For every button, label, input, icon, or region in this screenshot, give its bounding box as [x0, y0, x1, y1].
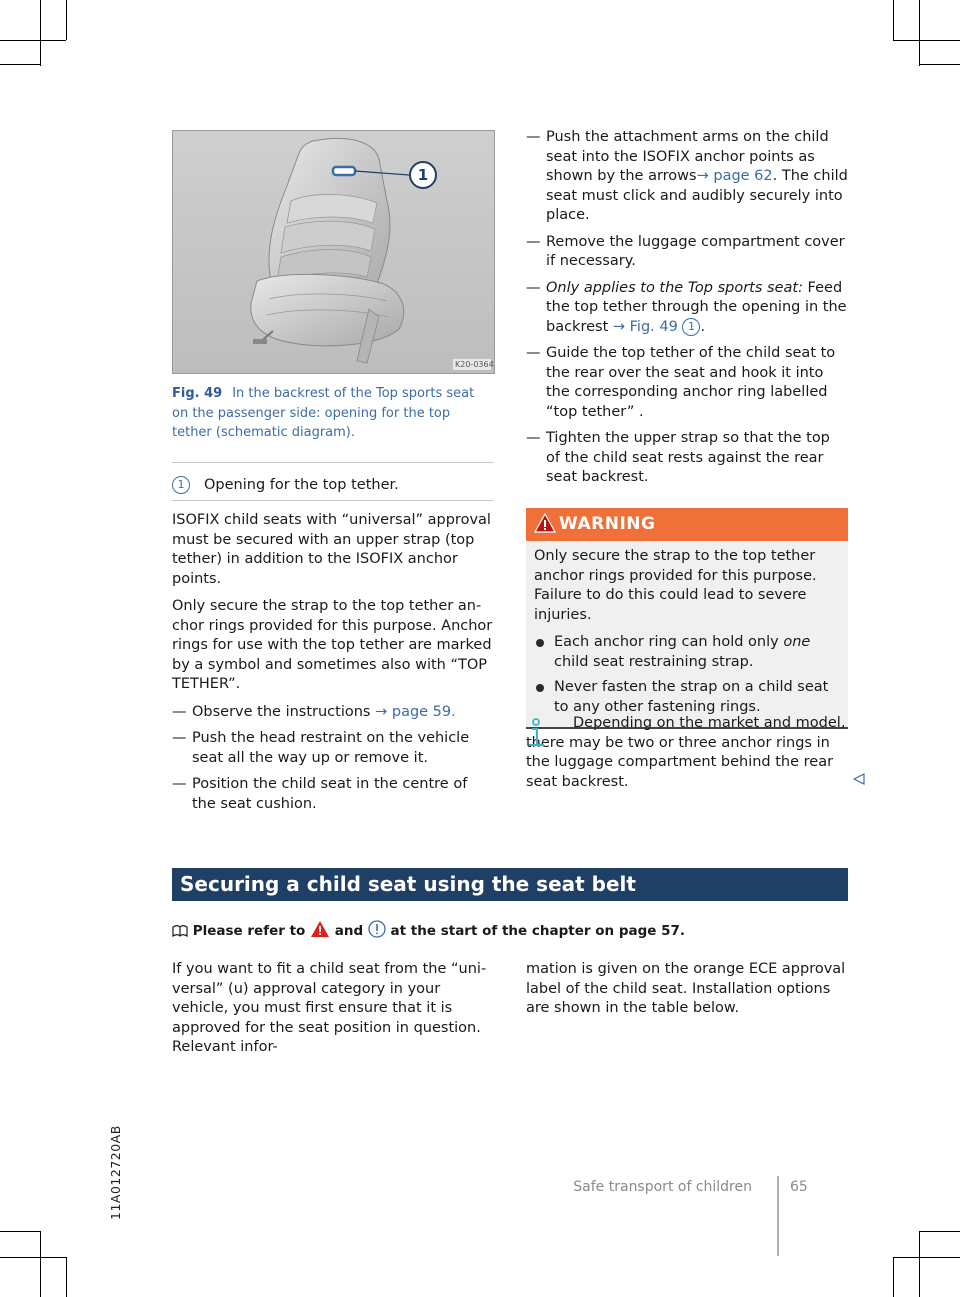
crop-mark	[919, 64, 960, 65]
section-column-right	[526, 960, 848, 1027]
figure-label: Fig. 49	[172, 386, 223, 401]
callout-number: 1	[409, 161, 437, 189]
page-number: 65	[790, 1179, 808, 1195]
document-code: 11A012720AB	[108, 1125, 123, 1220]
step: — Position the child seat in the centre of the seat cushion.	[172, 775, 494, 814]
legend-number: 1	[172, 476, 190, 494]
step: — Remove the luggage compartment cover if necessary.	[526, 233, 848, 272]
warning-header	[526, 508, 848, 541]
refer-line: Please refer to and at the start of the chapter on page 57.	[172, 920, 848, 942]
warning-body	[526, 541, 848, 727]
page-link[interactable]: → page 62	[696, 168, 773, 184]
warning-triangle-icon	[534, 513, 556, 533]
step: — Only applies to the Top sports seat: Feed the top tether through the opening in the backrest → Fig. 49 1 .	[526, 279, 848, 338]
paragraph: mation is given on the orange ECE approval label of the child seat. Installation options are shown in the table below.	[526, 961, 846, 1016]
warning-title: WARNING	[559, 514, 656, 534]
info-note	[526, 714, 848, 792]
right-column	[526, 128, 848, 495]
step: — Guide the top tether of the child seat to the rear over the seat and hook it into the corresponding anchor ring labelled “top tether” .	[526, 344, 848, 422]
crop-mark	[0, 1231, 40, 1232]
crop-mark	[919, 0, 920, 66]
book-icon	[172, 924, 188, 938]
image-code: K20-0364	[455, 360, 494, 369]
warning-bullet: Each anchor ring can hold only one child seat restraining strap.	[534, 633, 840, 672]
seat-figure	[172, 130, 495, 374]
page-link[interactable]: → page 59.	[375, 703, 456, 720]
crop-mark	[66, 1257, 67, 1297]
crop-mark	[0, 1257, 66, 1258]
warning-triangle-icon	[310, 920, 330, 938]
footer-divider	[777, 1176, 779, 1256]
info-icon	[526, 718, 546, 748]
crop-mark	[893, 1257, 894, 1297]
callout-ref: 1	[682, 318, 700, 336]
section-column-left	[172, 960, 494, 1066]
crop-mark	[919, 1231, 920, 1297]
figure-link[interactable]: → Fig. 49	[612, 318, 678, 335]
crop-mark	[919, 1231, 960, 1232]
paragraph: If you want to fit a child seat from the “universal” (u) approval category in your vehicle, you must first ensure that it is approved for the seat position in question. Relevant infor-	[172, 961, 487, 1055]
crop-mark	[893, 0, 894, 40]
step: — Tighten the upper strap so that the top of the child seat rests against the rear seat backrest.	[526, 429, 848, 488]
crop-mark	[893, 1257, 960, 1258]
legend-text: Opening for the top tether.	[204, 477, 399, 493]
step: — Push the head restraint on the vehicle seat all the way up or remove it.	[172, 729, 494, 768]
warning-text: Only secure the strap to the top tether anchor rings provided for this purpose. Failure to do this could lead to severe injuries.	[534, 548, 817, 623]
warning-box	[526, 508, 848, 729]
left-column	[172, 511, 494, 821]
divider	[172, 500, 494, 501]
paragraph: ISOFIX child seats with “universal” approval must be secured with an upper strap (top tether) in addition to the ISOFIX anchor points.	[172, 512, 491, 587]
paragraph: Only secure the strap to the top tether anchor rings provided for this purpose. Anchor rings for use with the top tether are marked by a symbol and sometimes also with “TOP TETHER”.	[172, 598, 493, 692]
crop-mark	[0, 40, 66, 41]
crop-mark	[893, 40, 960, 41]
end-of-section-icon	[853, 772, 865, 792]
legend-item	[172, 476, 494, 496]
warning-bullet: Never fasten the strap on a child seat to any other fastening rings.	[534, 678, 840, 717]
crop-mark	[0, 64, 40, 65]
crop-mark	[40, 0, 41, 66]
step: — Push the attachment arms on the child seat into the ISOFIX anchor points as shown by the arrows→ page 62. The child seat must click and audibly securely into place.	[526, 128, 848, 226]
step: — Observe the instructions → page 59.	[172, 703, 494, 723]
note-text: Depending on the market and model, there may be two or three anchor rings in the luggage compartment behind the rear seat backrest.	[526, 715, 846, 790]
section-title: Securing a child seat using the seat belt	[172, 868, 848, 901]
crop-mark	[40, 1231, 41, 1297]
notice-icon	[368, 920, 386, 938]
sports-seat-illustration	[173, 131, 494, 373]
divider	[172, 462, 494, 463]
crop-mark	[66, 0, 67, 40]
figure-caption	[172, 384, 494, 443]
figure-caption-text: In the backrest of the Top sports seat on the passenger side: opening for the top tether (schematic diagram).	[172, 386, 475, 440]
footer-section: Safe transport of children	[573, 1179, 752, 1195]
